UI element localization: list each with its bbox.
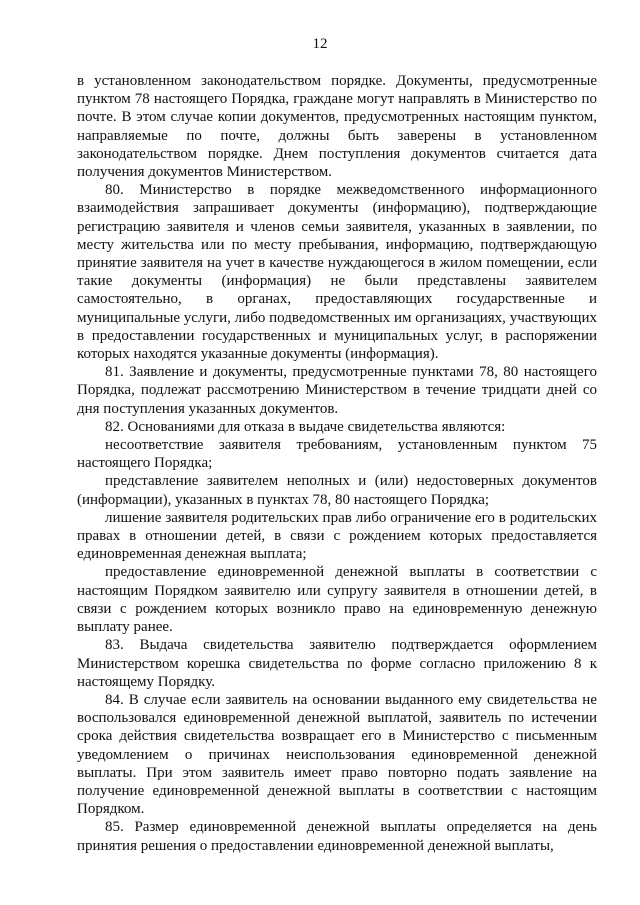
- document-body: [77, 72, 597, 855]
- paragraph-82-ground-2: представление заявителем неполных и (или) недостоверных документов (информации), указанных в пунктах 78, 80 настоящего Порядка;: [77, 473, 597, 508]
- paragraph-83: 83. Выдача свидетельства заявителю подтверждается оформлением Министерством корешка свидетельства по форме согласно приложению 8 к настоящему Порядку.: [77, 637, 597, 690]
- paragraph-82-ground-4: предоставление единовременной денежной выплаты в соответствии с настоящим Порядком заявителю или супругу заявителя в отношении детей, в связи с рождением которых возникло право на единовременную денежную выплату ранее.: [77, 564, 597, 636]
- paragraph-81: 81. Заявление и документы, предусмотренные пунктами 78, 80 настоящего Порядка, подлежат рассмотрению Министерством в течение тридцати дней со дня поступления указанных документов.: [77, 364, 597, 417]
- paragraph-82: 82. Основаниями для отказа в выдаче свидетельства являются:: [105, 418, 506, 435]
- paragraph-82-ground-1: несоответствие заявителя требованиям, установленным пунктом 75 настоящего Порядка;: [77, 437, 597, 472]
- paragraph-82-ground-3: лишение заявителя родительских прав либо ограничение его в родительских правах в отношении детей, в связи с рождением которых предоставляется единовременная денежная выплата;: [77, 509, 597, 563]
- paragraph-84: 84. В случае если заявитель на основании выданного ему свидетельства не воспользовался единовременной денежной выплатой, заявитель по истечении срока действия свидетельства возвращает его в Министерство с письменным уведомлением о причинах неиспользования единовременной денежной выплаты. При этом заявитель имеет право повторно подать заявление на получение единовременной денежной выплаты в соответствии с настоящим Порядком.: [77, 691, 597, 818]
- paragraph-80: 80. Министерство в порядке межведомственного информационного взаимодействия запрашивает документы (информацию), подтверждающие регистрацию заявителя и членов семьи заявителя, указанных в заявлении, по месту жительства или по месту пребывания, информацию, подтверждающую принятие заявителя на учет в качестве нуждающегося в жилом помещении, если такие документы (информация) не были представлены заявителем самостоятельно, в органах, предоставляющих государственные и муниципальные услуги, либо подведомственных им организациях, участвующих в предоставлении государственных и муниципальных услуг, в распоряжении которых находятся указанные документы (информация).: [77, 182, 597, 363]
- paragraph-85: 85. Размер единовременной денежной выплаты определяется на день принятия решения о предоставлении единовременной денежной выплаты,: [77, 819, 597, 854]
- page-number: 12: [312, 36, 328, 52]
- paragraph-continuation: в установленном законодательством порядке. Документы, предусмотренные пунктом 78 настоящего Порядка, граждане могут направлять в Министерство по почте. В этом случае копии документов, предусмотренных настоящим пунктом, направляемые по почте, должны быть заверены в установленном законодательством порядке. Днем поступления документов считается дата получения документов Министерством.: [77, 73, 597, 181]
